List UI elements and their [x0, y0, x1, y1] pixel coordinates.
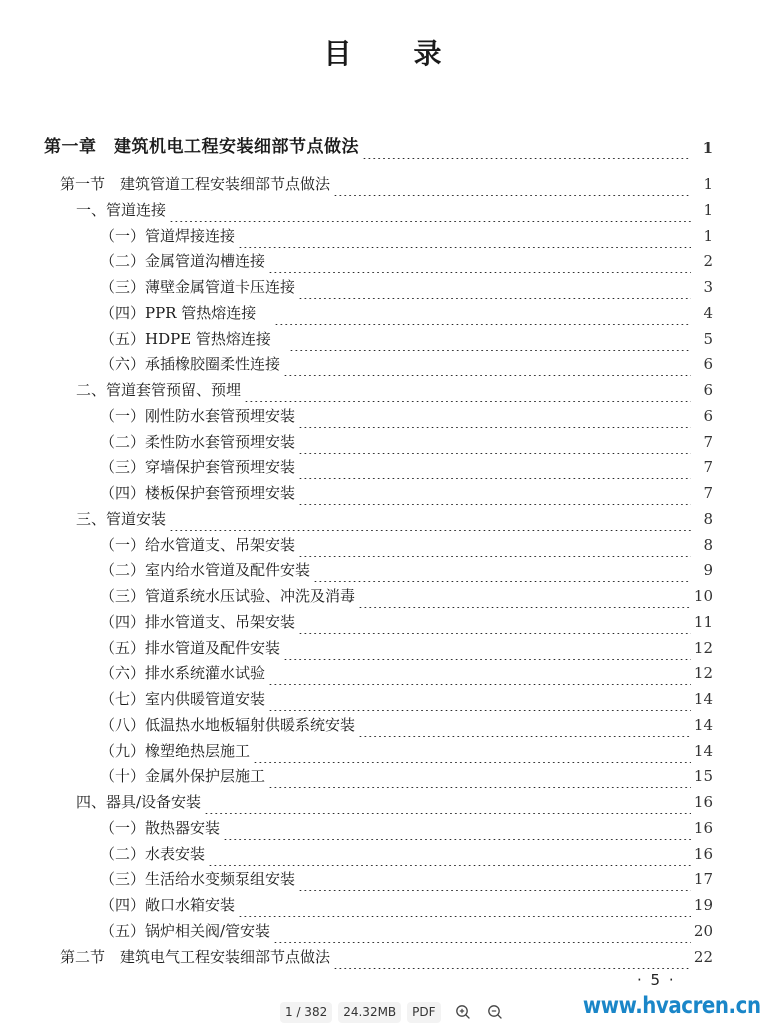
toc-entry-page: 7: [703, 432, 713, 451]
toc-entry-label: （四）PPR 管热熔连接: [100, 301, 273, 325]
toc-entry[interactable]: [0, 455, 765, 479]
dot-leader: [204, 790, 691, 814]
dot-leader: [283, 636, 691, 660]
toc-entry-label: 一、管道连接: [76, 198, 168, 222]
dot-leader: [268, 687, 691, 711]
toc-entry-page: 4: [703, 303, 713, 322]
dot-leader: [289, 327, 691, 351]
toc-entry[interactable]: [0, 224, 765, 248]
toc-entry-page: 1: [703, 226, 713, 245]
toc-entry-page: 7: [703, 458, 713, 477]
toc-entry[interactable]: [0, 893, 765, 917]
toc-entry[interactable]: [0, 249, 765, 273]
file-size-badge: 24.32MB: [338, 1002, 401, 1023]
toc-entry[interactable]: [0, 378, 765, 402]
toc-entry[interactable]: [0, 327, 765, 351]
dot-leader: [268, 661, 691, 685]
toc-entry[interactable]: [0, 636, 765, 660]
toc-entry[interactable]: [0, 919, 765, 943]
toc-title: [0, 32, 765, 72]
toc-entry-page: 8: [703, 535, 713, 554]
toc-entry-label: 四、器具/设备安装: [76, 790, 203, 814]
toc-entry-label: （一）管道焊接连接: [100, 224, 237, 248]
dot-leader: [268, 249, 691, 273]
page-number-marker: · 5 ·: [637, 971, 676, 989]
toc-entry-label: （七）室内供暖管道安装: [100, 687, 267, 711]
dot-leader: [313, 558, 691, 582]
toc-entry-page: 16: [693, 844, 713, 863]
toc-entry-page: 16: [693, 818, 713, 837]
toc-entry-page: 9: [703, 561, 713, 580]
toc-entry[interactable]: [0, 172, 765, 196]
toc-entry-page: 16: [693, 793, 713, 811]
dot-leader: [298, 404, 691, 428]
toc-entry-page: 5: [703, 329, 713, 348]
toc-entry-page: 12: [693, 638, 713, 657]
toc-entry-label: （十）金属外保护层施工: [100, 764, 267, 788]
toc-entry-page: 10: [693, 587, 713, 605]
dot-leader: [283, 352, 691, 376]
toc-entry-label: （一）刚性防水套管预埋安装: [100, 404, 297, 428]
toc-entry-label: （二）柔性防水套管预埋安装: [100, 430, 297, 454]
dot-leader: [333, 945, 691, 969]
toc-entry-label: （二）水表安装: [100, 842, 207, 866]
toc-entry[interactable]: [0, 507, 765, 531]
zoom-in-icon[interactable]: [453, 1002, 473, 1022]
zoom-out-icon[interactable]: [485, 1002, 505, 1022]
toc-entry-label: （四）排水管道支、吊架安装: [100, 610, 297, 634]
viewer-toolbar: [280, 1001, 505, 1023]
dot-leader: [298, 867, 691, 891]
toc-entry-page: 14: [693, 690, 713, 708]
toc-entry[interactable]: [0, 739, 765, 763]
toc-entry-label: （六）承插橡胶圈柔性连接: [100, 352, 282, 376]
toc-entry[interactable]: [0, 713, 765, 737]
dot-leader: [273, 919, 691, 943]
toc-entry-page: 14: [693, 741, 713, 760]
dot-leader: [358, 713, 691, 737]
toc-entry-page: 6: [703, 406, 713, 425]
dot-leader: [298, 430, 691, 454]
title-char-1: 目: [323, 37, 352, 70]
toc-entry-label: （四）楼板保护套管预埋安装: [100, 481, 297, 505]
toc-entry-page: 7: [703, 484, 713, 502]
toc-entry-page: 1: [703, 200, 713, 219]
file-type-badge: PDF: [407, 1002, 440, 1023]
toc-entry[interactable]: [0, 764, 765, 788]
toc-entry-page: 8: [703, 509, 713, 528]
toc-entry-page: 20: [693, 921, 713, 940]
dot-leader: [358, 584, 691, 608]
dot-leader: [298, 455, 691, 479]
toc-entry[interactable]: [0, 404, 765, 428]
toc-entry-label: 第一章 建筑机电工程安装细部节点做法: [44, 137, 359, 157]
toc-entry[interactable]: [0, 275, 765, 299]
toc-entry-page: 3: [703, 278, 713, 296]
toc-entry-label: （三）薄壁金属管道卡压连接: [100, 275, 297, 299]
dot-leader: [298, 533, 691, 557]
toc-entry-label: （一）散热器安装: [100, 816, 222, 840]
toc-entry[interactable]: [0, 533, 765, 557]
toc-entry-label: （五）HDPE 管热熔连接: [100, 327, 288, 351]
toc-entry-page: 6: [703, 381, 713, 399]
dot-leader: [268, 764, 691, 788]
toc-entry-label: （八）低温热水地板辐射供暖系统安装: [100, 713, 357, 737]
title-char-2: 录: [413, 37, 442, 70]
toc-entry[interactable]: [0, 430, 765, 454]
toc-entry-page: 14: [693, 715, 713, 734]
toc-entry[interactable]: [0, 816, 765, 840]
toc-entry[interactable]: [0, 661, 765, 685]
dot-leader: [238, 893, 691, 917]
toc-entry[interactable]: [0, 945, 765, 969]
toc-entry-page: 22: [693, 947, 713, 966]
toc-entry[interactable]: [0, 842, 765, 866]
toc-entry-label: 第一节 建筑管道工程安装细部节点做法: [60, 172, 332, 196]
toc-entry[interactable]: [0, 610, 765, 634]
dot-leader: [238, 224, 691, 248]
toc-entry-label: 三、管道安装: [76, 507, 168, 531]
toc-entry-label: （五）锅炉相关阀/管安装: [100, 919, 272, 943]
toc-entry-page: 17: [693, 870, 713, 889]
dot-leader: [169, 198, 691, 222]
toc-entry-label: （二）金属管道沟槽连接: [100, 249, 267, 273]
toc-entry-page: 19: [693, 896, 713, 914]
toc-entry[interactable]: [0, 867, 765, 891]
toc-entry[interactable]: [0, 301, 765, 325]
toc-entry-label: （一）给水管道支、吊架安装: [100, 533, 297, 557]
dot-leader: [362, 135, 691, 159]
dot-leader: [244, 378, 691, 402]
dot-leader: [333, 172, 691, 196]
toc-entry[interactable]: [0, 558, 765, 582]
toc-entry[interactable]: [0, 584, 765, 608]
dot-leader: [274, 301, 691, 325]
dot-leader: [253, 739, 691, 763]
toc-entry-label: （三）管道系统水压试验、冲洗及消毒: [100, 584, 357, 608]
toc-entry[interactable]: [0, 135, 765, 159]
toc-entry-label: 二、管道套管预留、预埋: [76, 378, 243, 402]
toc-entry[interactable]: [0, 687, 765, 711]
toc-entry-page: 1: [703, 175, 713, 193]
page-indicator[interactable]: 1 / 382: [280, 1002, 332, 1023]
toc-entry-label: （四）敞口水箱安装: [100, 893, 237, 917]
toc-entry-page: 12: [693, 664, 713, 683]
toc-entry[interactable]: [0, 481, 765, 505]
toc-entry-label: 第二节 建筑电气工程安装细部节点做法: [60, 945, 332, 969]
dot-leader: [298, 610, 691, 634]
toc-entry-page: 6: [703, 355, 713, 374]
toc-entry-page: 11: [693, 612, 713, 631]
dot-leader: [298, 481, 691, 505]
toc-entry[interactable]: [0, 198, 765, 222]
toc-entry-label: （五）排水管道及配件安装: [100, 636, 282, 660]
dot-leader: [298, 275, 691, 299]
toc-entry-label: （九）橡塑绝热层施工: [100, 739, 252, 763]
toc-entry-label: （六）排水系统灌水试验: [100, 661, 267, 685]
dot-leader: [169, 507, 691, 531]
toc-entry-label: （二）室内给水管道及配件安装: [100, 558, 312, 582]
site-watermark: www.hvacren.cn: [583, 993, 761, 1019]
toc-entry-page: 15: [693, 767, 713, 786]
toc-entry[interactable]: [0, 352, 765, 376]
toc-entry[interactable]: [0, 790, 765, 814]
toc-entry-label: （三）生活给水变频泵组安装: [100, 867, 297, 891]
toc-entry-page: 2: [703, 252, 713, 271]
toc-entry-page: 1: [702, 139, 713, 157]
dot-leader: [223, 816, 691, 840]
toc-entry-label: （三）穿墙保护套管预埋安装: [100, 455, 297, 479]
dot-leader: [208, 842, 691, 866]
